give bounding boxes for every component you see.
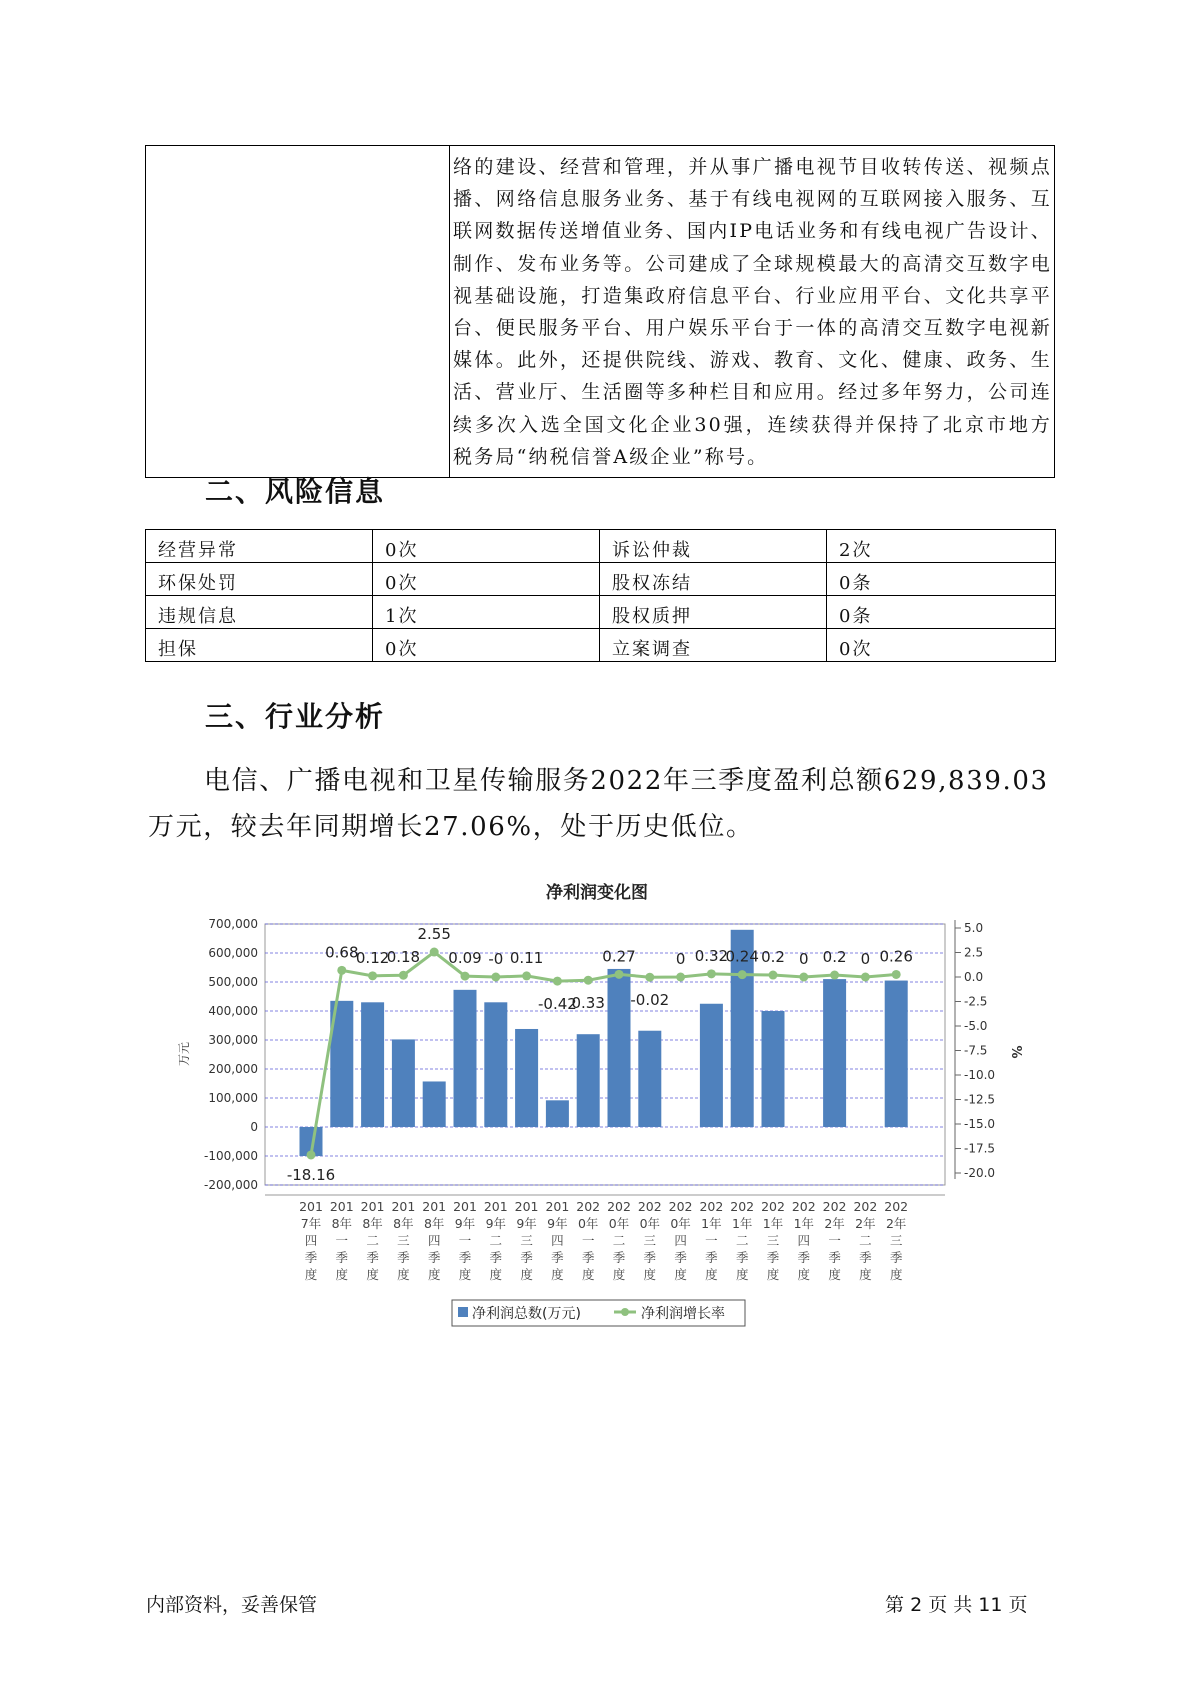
growth-point: [830, 971, 839, 980]
x-tick-label: 201 9年三季度: [514, 1199, 539, 1282]
data-label: 0.24: [725, 947, 759, 966]
x-tick-label: 202 2年二季度: [853, 1199, 878, 1282]
x-tick-label: 201 9年二季度: [483, 1199, 508, 1282]
x-tick-label: 202 2年三季度: [884, 1199, 909, 1282]
data-label: 0.27: [602, 947, 636, 966]
bar: [577, 1034, 600, 1127]
y-tick-label: 100,000: [208, 1091, 258, 1105]
bar: [484, 1002, 507, 1127]
x-tick-label: 202 1年一季度: [699, 1199, 724, 1282]
x-tick-label: 202 1年二季度: [730, 1199, 755, 1282]
legend-bar-swatch: [458, 1307, 468, 1317]
bar: [638, 1031, 661, 1127]
growth-point: [461, 972, 470, 981]
footer-page-total: 11: [978, 1594, 1003, 1616]
risk-value: 0次: [373, 530, 600, 563]
risk-label: 担保: [146, 629, 373, 662]
y2-tick-label: -12.5: [964, 1092, 996, 1107]
company-intro-text: 络的建设、经营和管理，并从事广播电视节目收转传送、视频点播、网络信息服务业务、基于有线电视网的互联网接入服务、互联网数据传送增值业务、国内IP电话业务和有线电视广告设计、制作、发布业务等。公司建成了全球规模最大的高清交互数字电视基础设施，打造集政府信息平台、行业应用平台、文化共享平台、便民服务平台、用户娱乐平台于一体的高清交互数字电视新媒体。此外，还提供院线、游戏、教育、文化、健康、政务、生活、营业厅、生活圈等多种栏目和应用。经过多年努力，公司连续多次入选全国文化企业30强，连续获得并保持了北京市地方税务局“纳税信誉A级企业”称号。: [453, 156, 1052, 468]
growth-point: [676, 973, 685, 982]
bar: [454, 990, 477, 1127]
y2-tick-label: 0.0: [964, 970, 984, 984]
bar: [515, 1029, 538, 1127]
y2-tick-label: -5.0: [964, 1019, 988, 1033]
risk-value: 0条: [827, 596, 1056, 629]
risk-value: 2次: [827, 530, 1056, 563]
y2-tick-label: 2.5: [964, 945, 984, 960]
growth-point: [430, 948, 439, 957]
growth-point: [799, 973, 808, 982]
data-label: 0: [860, 950, 871, 968]
risk-label: 立案调查: [600, 629, 827, 662]
x-tick-label: 202 0年三季度: [637, 1199, 662, 1282]
growth-point: [307, 1150, 316, 1159]
data-label: 0.68: [325, 943, 359, 962]
y2-tick-label: 5.0: [964, 921, 984, 935]
y-tick-label: 400,000: [208, 1004, 258, 1018]
legend-bar-label: 净利润总数(万元): [472, 1306, 581, 1322]
bar: [546, 1100, 569, 1127]
industry-paragraph: 电信、广播电视和卫星传输服务2022年三季度盈利总额629,839.03万元，较去年同期增长27.06%，处于历史低位。: [148, 766, 1049, 842]
growth-point: [738, 970, 747, 979]
footer-page-prefix: 第: [885, 1594, 905, 1616]
footer-page-current: 2: [910, 1594, 923, 1616]
risk-value: 0次: [827, 629, 1056, 662]
data-label: 2.55: [417, 925, 451, 944]
growth-point: [399, 971, 408, 980]
risk-label: 诉讼仲裁: [600, 530, 827, 563]
x-tick-label: 202 0年一季度: [576, 1199, 601, 1282]
bar: [361, 1002, 384, 1127]
y-tick-label: 700,000: [208, 917, 258, 931]
x-tick-label: 201 9年一季度: [453, 1199, 477, 1282]
y2-tick-label: -10.0: [964, 1068, 996, 1082]
x-tick-label: 201 8年三季度: [391, 1199, 416, 1282]
x-tick-label: 201 9年四季度: [545, 1199, 570, 1282]
data-label: -0.42: [537, 995, 577, 1014]
risk-value: 1次: [373, 596, 600, 629]
data-label: -18.16: [286, 1165, 336, 1184]
risk-label: 股权冻结: [600, 563, 827, 596]
risk-label: 股权质押: [600, 596, 827, 629]
data-label: 0: [675, 950, 686, 968]
bar: [608, 969, 631, 1127]
data-label: -0: [488, 950, 504, 968]
risk-label: 经营异常: [146, 530, 373, 563]
bar: [700, 1004, 723, 1127]
growth-point: [584, 976, 593, 985]
growth-point: [645, 973, 654, 982]
y2-tick-label: -15.0: [964, 1117, 996, 1131]
growth-point: [615, 970, 624, 979]
y-tick-label: 0: [250, 1120, 258, 1134]
growth-point: [522, 971, 531, 980]
growth-point: [769, 971, 778, 980]
growth-point: [892, 970, 901, 979]
footer-confidential: 内部资料，妥善保管: [146, 1594, 318, 1616]
bar: [823, 979, 846, 1127]
y-tick-label: 500,000: [208, 975, 258, 989]
data-label: 0.26: [879, 947, 913, 966]
growth-point: [553, 977, 562, 986]
data-label: 0.33: [571, 994, 605, 1013]
section-industry-title: 三、行业分析: [205, 700, 386, 733]
risk-label: 环保处罚: [146, 563, 373, 596]
chart-title: 净利润变化图: [546, 883, 648, 903]
y-tick-label: 600,000: [208, 946, 258, 960]
risk-value: 0条: [827, 563, 1056, 596]
x-tick-label: 202 1年四季度: [791, 1199, 816, 1282]
x-tick-label: 201 7年四季度: [299, 1199, 323, 1282]
x-tick-label: 202 2年一季度: [822, 1199, 847, 1282]
footer-page-suffix: 页: [1008, 1594, 1028, 1616]
y-tick-label: 200,000: [208, 1062, 258, 1076]
risk-label: 违规信息: [146, 596, 373, 629]
y-tick-label: 300,000: [208, 1033, 258, 1047]
risk-value: 0次: [373, 629, 600, 662]
y2-tick-label: -2.5: [964, 994, 988, 1009]
data-label: 0.12: [355, 948, 390, 967]
data-label: 0.2: [822, 948, 847, 967]
data-label: 0.11: [509, 948, 544, 967]
y2-tick-label: -17.5: [964, 1141, 996, 1156]
legend-line-marker: [621, 1308, 629, 1316]
growth-point: [861, 973, 870, 982]
x-tick-label: 202 1年三季度: [761, 1199, 785, 1282]
bar: [762, 1011, 785, 1127]
y-axis-label: 万元: [177, 1041, 191, 1067]
data-label: -0.02: [630, 991, 670, 1010]
growth-point: [368, 971, 377, 980]
data-label: 0.32: [694, 946, 729, 965]
data-label: 0: [799, 950, 809, 968]
x-tick-label: 202 0年四季度: [668, 1199, 693, 1282]
data-label: 0.09: [448, 949, 482, 968]
bar: [885, 981, 908, 1127]
data-label: 0.18: [386, 948, 421, 967]
y2-tick-label: -7.5: [964, 1043, 988, 1058]
footer-page-number: [885, 1590, 1028, 1617]
y-tick-label: -100,000: [204, 1149, 258, 1163]
section-risk-title: 二、风险信息: [205, 475, 386, 508]
risk-value: 0次: [373, 563, 600, 596]
footer-page-mid: 页 共: [928, 1594, 973, 1616]
y2-tick-label: -20.0: [964, 1166, 996, 1180]
y2-axis-label: %: [1008, 1045, 1023, 1059]
x-tick-label: 201 8年一季度: [329, 1199, 354, 1282]
x-tick-label: 201 8年二季度: [360, 1199, 385, 1282]
x-tick-label: 202 0年二季度: [607, 1199, 631, 1282]
bar: [392, 1039, 415, 1127]
x-tick-label: 201 8年四季度: [422, 1199, 447, 1282]
y-tick-label: -200,000: [204, 1178, 258, 1192]
bar: [423, 1081, 446, 1127]
growth-point: [491, 973, 500, 982]
growth-point: [707, 969, 716, 978]
data-label: 0.2: [761, 948, 785, 967]
growth-point: [337, 966, 346, 975]
legend-line-label: 净利润增长率: [641, 1306, 725, 1322]
